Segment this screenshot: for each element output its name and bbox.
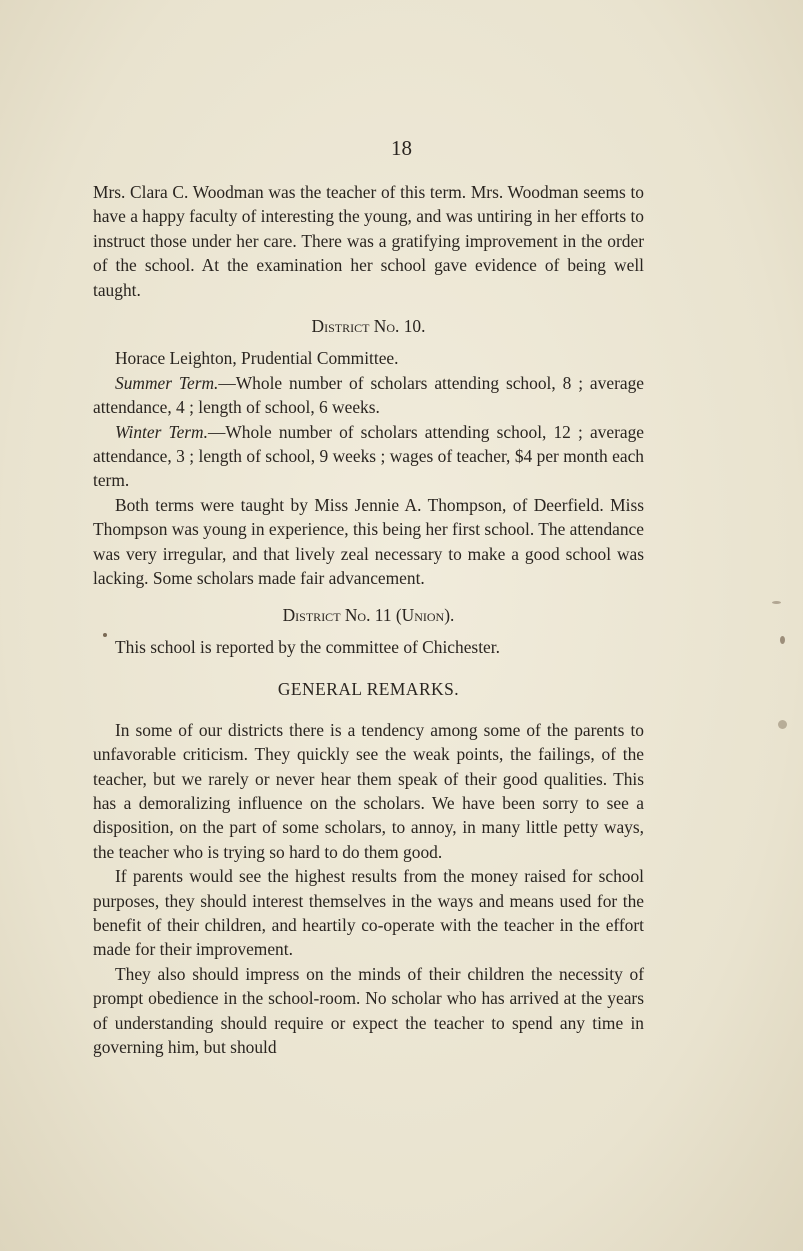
heading-general-remarks: GENERAL REMARKS. bbox=[277, 679, 460, 700]
summer-term-text: —Whole number of scholars attending school, 8 ; average attendance, 4 ; length of school, 6 weeks. bbox=[93, 372, 644, 418]
summer-term-label: Summer Term. bbox=[115, 372, 219, 393]
paragraph-summer-term bbox=[93, 371, 644, 420]
ink-speck bbox=[772, 601, 781, 604]
paragraph-winter-term bbox=[93, 420, 644, 493]
ink-speck bbox=[103, 633, 107, 637]
winter-term-text: —Whole number of scholars attending school, 12 ; average attendance, 3 ; length of school, 9 weeks ; wages of teacher, $4 per month each term. bbox=[93, 421, 645, 491]
winter-term-label: Winter Term. bbox=[115, 421, 208, 442]
body-text bbox=[93, 180, 644, 1059]
ink-speck bbox=[778, 720, 787, 729]
page-number: 18 bbox=[391, 136, 412, 160]
paragraph-committee: Horace Leighton, Prudential Committee. bbox=[115, 348, 399, 369]
paragraph-both-terms: Both terms were taught by Miss Jennie A. Thompson, of Deerfield. Miss Thompson was young in experience, this being her first school. The attendance was very irregular, and that lively zeal necessary to make a good school was lacking. Some scholars made fair advancement. bbox=[93, 494, 644, 589]
paragraph-remarks-2: If parents would see the highest results from the money raised for school purposes, they should interest themselves in the ways and means used for the benefit of their children, and heartily co-operate with the teacher in the effort made for their improvement. bbox=[93, 866, 644, 960]
paragraph-woodman: Mrs. Clara C. Woodman was the teacher of this term. Mrs. Woodman seems to have a happy faculty of interesting the young, and was untiring in her efforts to instruct those under her care. There was a gratifying improvement in the order of the school. At the examination her school gave evidence of being well taught. bbox=[93, 182, 644, 300]
ink-speck bbox=[780, 636, 785, 644]
paragraph-remarks-1: In some of our districts there is a tendency among some of the parents to unfavorable criticism. They quickly see the weak points, the failings, of the teacher, but we rarely or never hear them speak of their good qualities. This has a demoralizing influence on the scholars. We have been sorry to see a disposition, on the part of some scholars, to annoy, in many little petty ways, the teacher who is trying so hard to do them good. bbox=[93, 719, 644, 862]
heading-district-10: District No. 10. bbox=[311, 316, 426, 337]
heading-district-11: District No. 11 (Union). bbox=[282, 604, 455, 625]
paragraph-district-11: This school is reported by the committee of Chichester. bbox=[115, 636, 500, 657]
paragraph-remarks-3: They also should impress on the minds of their children the necessity of prompt obedience in the school-room. No scholar who has arrived at the years of understanding should require or expect the teacher to spend any time in governing him, but should bbox=[93, 963, 644, 1057]
